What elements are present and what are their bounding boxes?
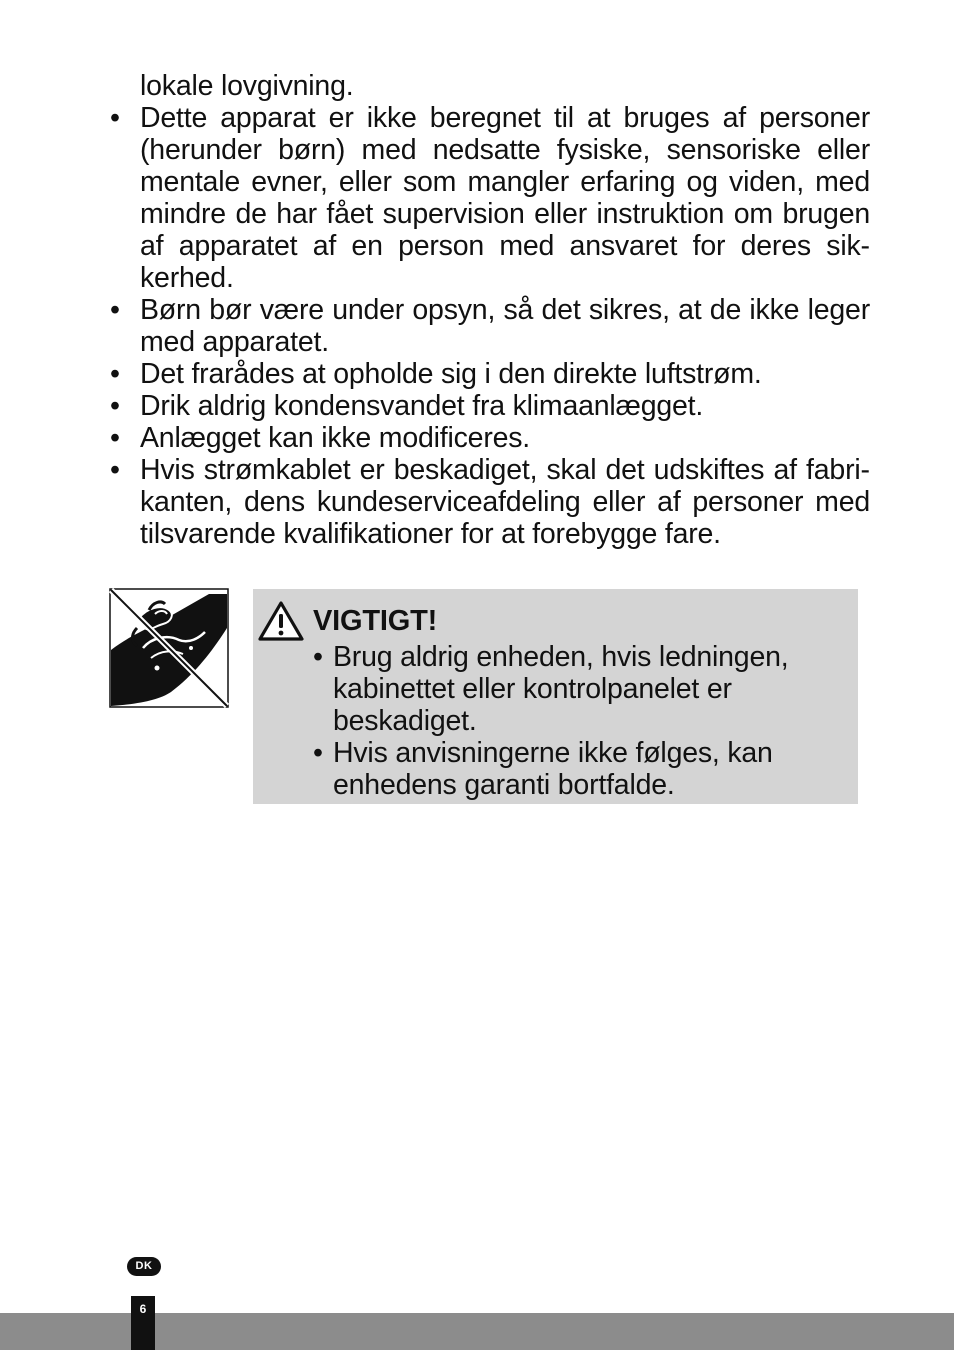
bullet-mark: • [110,102,120,134]
list-item [108,358,870,390]
bullet-mark: • [110,422,120,454]
continuation-text: lokale lovgivning. [140,70,354,102]
bullet-mark: • [313,641,323,673]
notice-header [257,601,838,641]
list-item [108,454,870,550]
bullet-mark: • [313,737,323,769]
bullet-mark: • [110,454,120,486]
page-number: 6 [131,1296,155,1350]
language-badge: DK [127,1257,161,1276]
bullet-mark: • [110,294,120,326]
list-item-text: Drik aldrig kondensvandet fra klimaanlægget. [140,390,704,422]
list-item [313,641,838,737]
list-item [108,390,870,422]
important-notice-box [253,589,858,804]
list-item-text: Brug aldrig enheden, hvis ledningen, kabinettet eller kontrolpanelet er beskadiget. [333,641,789,737]
bullet-mark: • [110,358,120,390]
notice-title: VIGTIGT! [313,605,438,637]
list-item-text: Hvis strømkablet er beskadiget, skal det udskiftes af fabrikanten, dens kundeserviceafdeling eller af personer med tilsvarende kvalifikationer for at forebygge fare. [140,454,870,550]
list-item [313,737,838,801]
list-item-text: Børn bør være under opsyn, så det sikres, at de ikke leger med apparatet. [140,294,870,358]
warning-triangle-icon [257,600,305,642]
list-item [108,294,870,358]
no-wet-hands-icon [109,588,229,708]
list-item-text: Hvis anvisningerne ikke følges, kan enhedens garanti bortfalde. [333,737,773,801]
safety-instructions [108,70,870,550]
bullet-mark: • [110,390,120,422]
list-item [108,102,870,294]
safety-bullet-list [108,102,870,550]
list-item-text: Anlægget kan ikke modificeres. [140,422,531,454]
list-item-text: Dette apparat er ikke beregnet til at bruges af personer (herunder børn) med nedsatte fysiske, sensoriske eller mentale evner, eller som mangler erfaring og viden, med mindre de har fået supervision eller instruktion om brugen af apparatet af en person med ansvaret for deres sikkerhed. [140,102,870,294]
list-item [108,422,870,454]
notice-bullet-list [257,641,838,801]
list-item-text: Det frarådes at opholde sig i den direkte luftstrøm. [140,358,762,390]
